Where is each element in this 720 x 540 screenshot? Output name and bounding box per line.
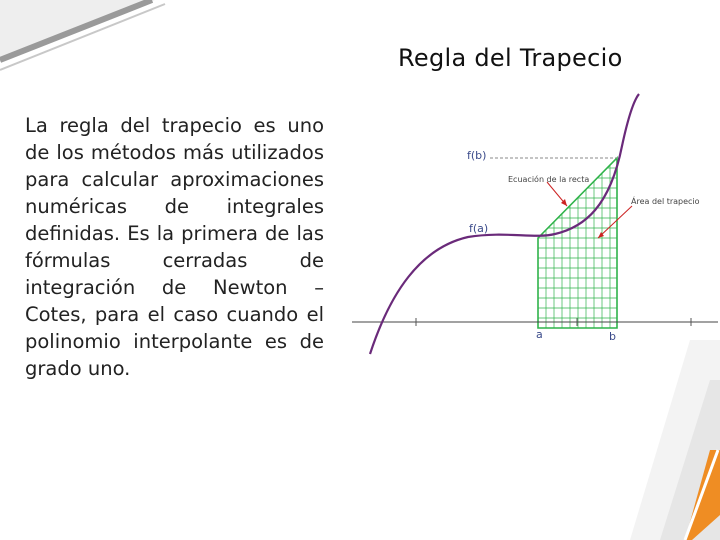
trapezoid-area-label: Área del trapecio [631, 197, 700, 206]
corner-decoration-top-left [0, 0, 170, 80]
slide-title: Regla del Trapecio [398, 44, 623, 72]
a-label: a [536, 328, 543, 341]
trapezoid-grid [538, 165, 617, 328]
fa-label: f(a) [469, 222, 489, 235]
b-label: b [609, 330, 616, 343]
fb-label: f(b) [467, 149, 487, 162]
trapezoid-rule-figure [340, 88, 720, 388]
function-curve [370, 94, 639, 354]
slide-body-text: La regla del trapecio es uno de los métodos más utilizados para calcular aproximaciones numéricas de integrales definidas. Es la primera de las fórmulas cerradas de integración de Newton – Cotes, para el caso cuando el polinomio interpolante es de grado uno. [25, 114, 324, 380]
area-label-leader [598, 206, 632, 238]
line-equation-label: Ecuación de la recta [508, 175, 590, 184]
